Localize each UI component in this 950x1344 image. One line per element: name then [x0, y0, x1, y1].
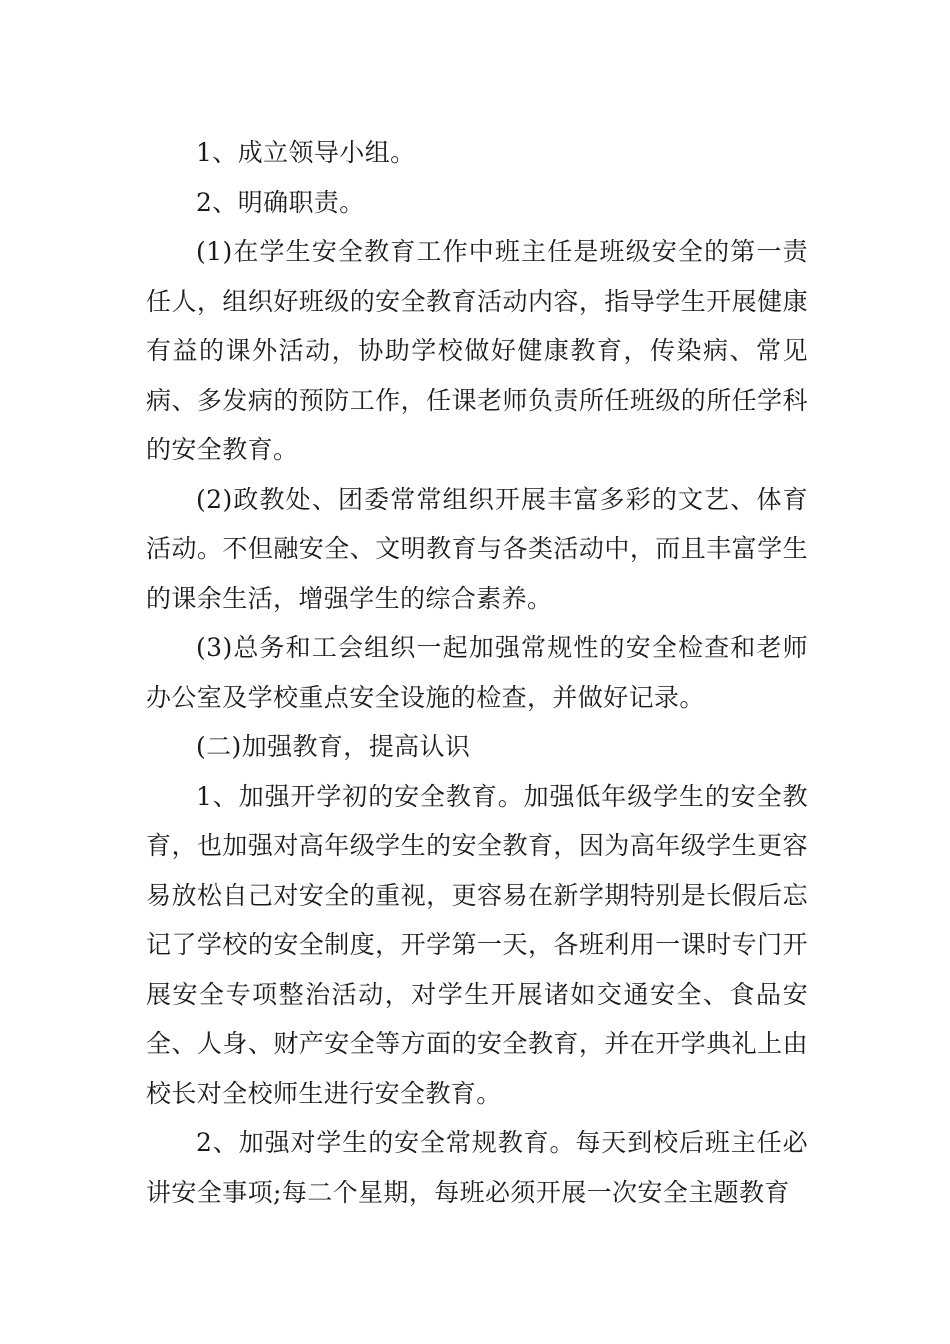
paragraph-7: 1、加强开学初的安全教育。加强低年级学生的安全教育，也加强对高年级学生的安全教育，因为高年级学生更容易放松自己对安全的重视，更容易在新学期特别是长假后忘记了学校的安全制度，开学第一天，各班利用一课时专门开展安全专项整治活动，对学生开展诸如交通安全、食品安全、人身、财产安全等方面的安全教育，并在开学典礼上由校长对全校师生进行安全教育。 — [146, 781, 808, 1108]
section-heading: (二)加强教育，提高认识 — [196, 732, 471, 761]
paragraph-4: (2)政教处、团委常常组织开展丰富多彩的文艺、体育活动。不但融安全、文明教育与各类活动中，而且丰富学生的课余生活，增强学生的综合素养。 — [146, 484, 808, 613]
paragraph-2: 2、明确职责。 — [196, 187, 365, 217]
paragraph-3: (1)在学生安全教育工作中班主任是班级安全的第一责任人，组织好班级的安全教育活动内容，指导学生开展健康有益的课外活动，协助学校做好健康教育，传染病、常见病、多发病的预防工作，任课老师负责所任班级的所任学科的安全教育。 — [146, 237, 808, 464]
paragraph-8: 2、加强对学生的安全常规教育。每天到校后班主任必讲安全事项;每二个星期，每班必须开展一次安全主题教育 — [146, 1128, 808, 1207]
paragraph-1: 1、成立领导小组。 — [196, 138, 416, 167]
document-body — [146, 128, 808, 1217]
paragraph-5: (3)总务和工会组织一起加强常规性的安全检查和老师办公室及学校重点安全设施的检查，并做好记录。 — [146, 633, 808, 712]
